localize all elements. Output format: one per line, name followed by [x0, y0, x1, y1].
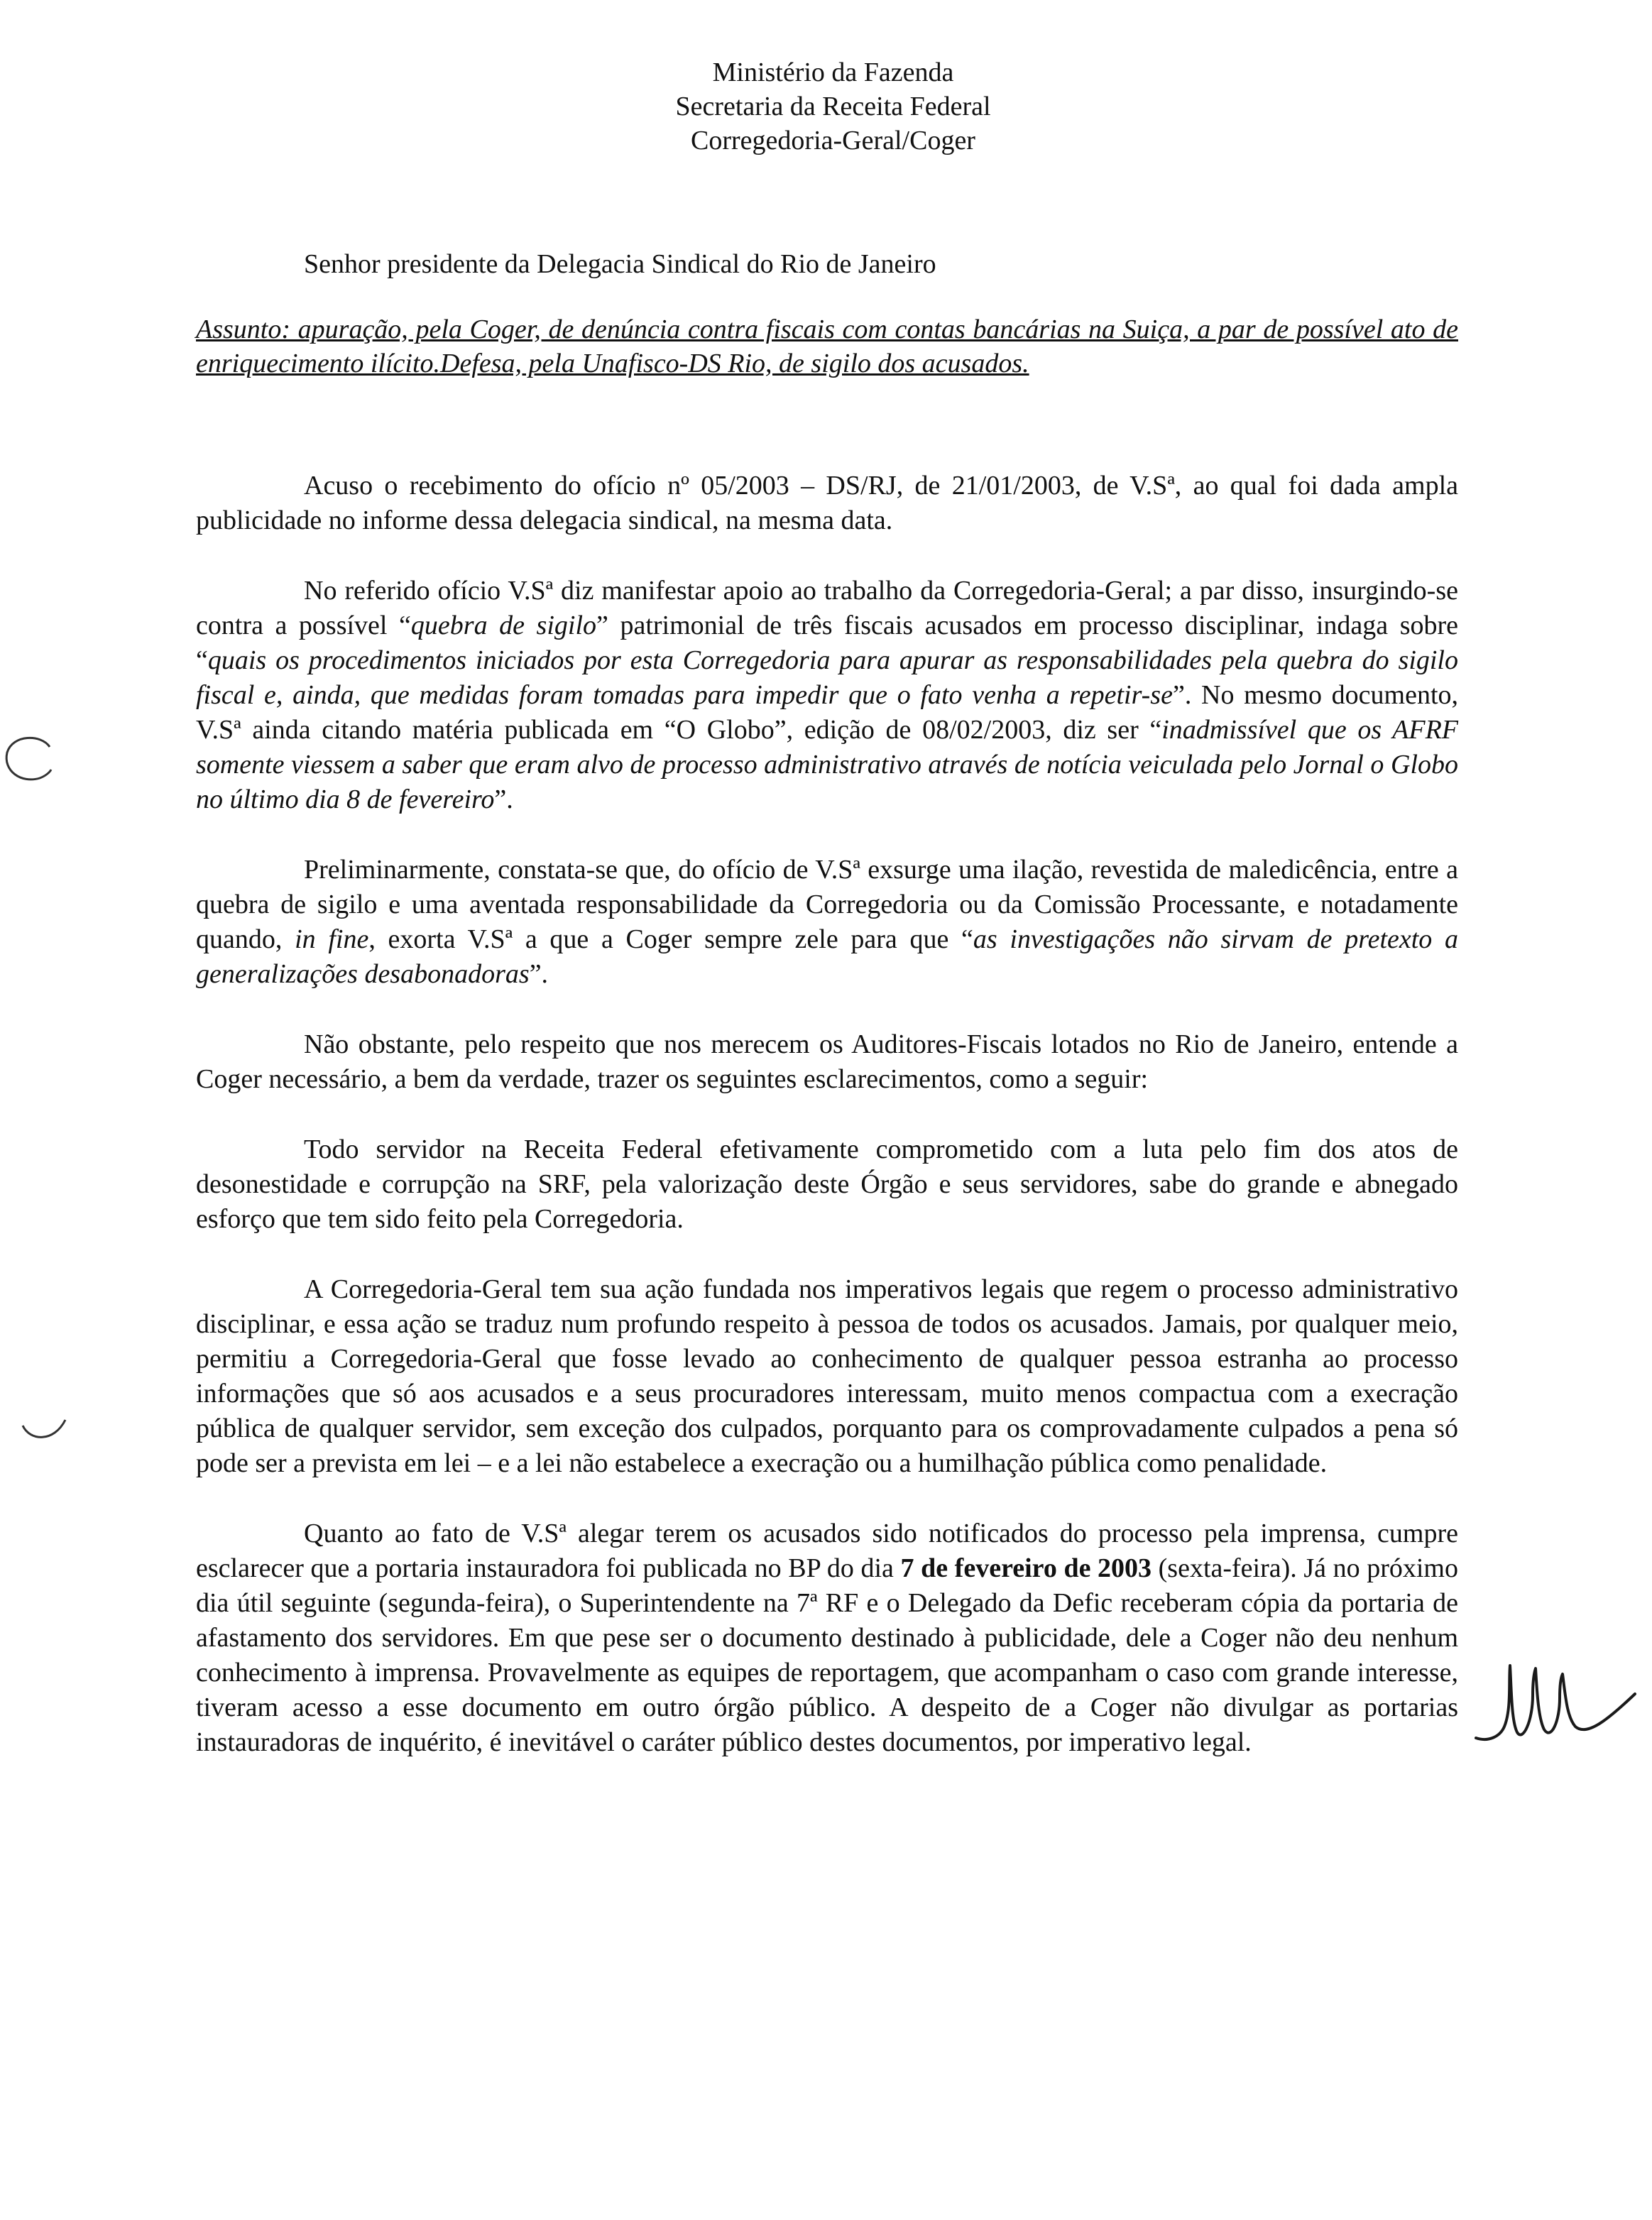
addressee-line: Senhor presidente da Delegacia Sindical do Rio de Janeiro	[304, 249, 936, 279]
subject-block	[196, 312, 1458, 381]
paragraph-3-text-c: , exorta V.Sª a que a Coger sempre zele para que “	[368, 924, 973, 954]
punch-hole-mark-icon	[0, 731, 57, 788]
paragraph-2-text-c: ” patrimonial de três fiscais acusados em processo disciplinar, indaga sobre “	[196, 611, 1459, 675]
paragraph-3-latin: in fine	[295, 924, 369, 954]
paragraph-5: Todo servidor na Receita Federal efetivamente comprometido com a luta pelo fim dos atos de desonestidade e corrupção na SRF, pela valorização deste Órgão e seus servidores, sabe do grande e abnegado esforço que tem sido feito pela Corregedoria.	[196, 1134, 1458, 1234]
paragraph-4: Não obstante, pelo respeito que nos merecem os Auditores-Fiscais lotados no Rio de Janeiro, entende a Coger necessário, a bem da verdade, trazer os seguintes esclarecimentos, como a seguir:	[196, 1029, 1458, 1094]
letterhead	[0, 55, 1652, 158]
paragraph-2-quote-1: quebra de sigilo	[410, 611, 597, 640]
subject-text: apuração, pela Coger, de denúncia contra fiscais com contas bancárias na Suiça, a par de possível ato de enriquecimento ilícito.Defesa, pela Unafisco-DS Rio, de sigilo dos acusados.	[196, 315, 1458, 378]
paragraph-7	[196, 1516, 1458, 1760]
paragraph-3-quote: as investigações não sirvam de pretexto a generalizações desabonadoras	[196, 924, 1458, 989]
paragraph-3-text-e: ”.	[529, 959, 549, 989]
ministry-name: Ministério da Fazenda	[712, 58, 954, 87]
paragraph-2-quote-2: quais os procedimentos iniciados por esta Corregedoria para apurar as responsabilidades pela quebra do sigilo fiscal e, ainda, que medidas foram tomadas para impedir que o fato venha a repetir-se	[196, 645, 1458, 710]
paragraph-3	[196, 853, 1458, 992]
paragraph-2-quote-3: inadmissível que os AFRF somente viessem a saber que eram alvo de processo administrativo através de notícia veiculada pelo Jornal o Globo no último dia 8 de fevereiro	[196, 715, 1459, 814]
secretariat-name: Secretaria da Receita Federal	[675, 92, 991, 121]
paragraph-1: Acuso o recebimento do ofício nº 05/2003 – DS/RJ, de 21/01/2003, de V.Sª, ao qual foi dada ampla publicidade no informe dessa delegacia sindical, na mesma data.	[196, 471, 1458, 535]
paragraph-7-text-c: (sexta-feira). Já no próximo dia útil seguinte (segunda-feira), o Superintendente na 7ª RF e o Delegado da Defic receberam cópia da portaria de afastamento dos servidores. Em que pese ser o documento destinado à publicidade, dele a Coger não deu nenhum conhecimento à imprensa. Provavelmente as equipes de reportagem, que acompanham o caso com grande interesse, tiveram acesso a esse documento em outro órgão público. A despeito de a Coger não divulgar as portarias instauradoras de inquérito, é inevitável o caráter público destes documentos, por imperativo legal.	[196, 1553, 1458, 1757]
paragraph-6: A Corregedoria-Geral tem sua ação fundada nos imperativos legais que regem o processo administrativo disciplinar, e essa ação se traduz num profundo respeito à pessoa de todos os acusados. Jamais, por qualquer meio, permitiu a Corregedoria-Geral que fosse levado ao conhecimento de qualquer pessoa estranha ao processo informações que só aos acusados e a seus procuradores interessam, muito menos compactua com a execração pública de qualquer servidor, sem exceção dos culpados, porquanto para os comprovadamente culpados a pena só pode ser a prevista em lei – e a lei não estabelece a execração ou a humilhação pública como penalidade.	[196, 1274, 1458, 1478]
paragraph-2-text-e: ”. No mesmo documento, V.Sª ainda citando matéria publicada em “O Globo”, edição de 08/02/2003, diz ser “	[196, 680, 1459, 745]
paragraph-2	[196, 574, 1458, 817]
paragraph-7-date: 7 de fevereiro de 2003	[900, 1553, 1152, 1583]
paragraph-2-text-g: ”.	[494, 784, 513, 814]
office-name: Corregedoria-Geral/Coger	[691, 126, 975, 155]
handwritten-initials-icon	[1467, 1653, 1645, 1759]
subject-label: Assunto:	[196, 315, 290, 344]
letter-body	[196, 469, 1458, 1795]
paragraph-2-text-a: No referido ofício V.Sª diz manifestar apoio ao trabalho da Corregedoria-Geral; a par disso, insurgindo-se contra a possível “	[196, 576, 1458, 640]
paragraph-3-text-a: Preliminarmente, constata-se que, do ofício de V.Sª exsurge uma ilação, revestida de maledicência, entre a quebra de sigilo e uma aventada responsabilidade da Corregedoria ou da Comissão Processante, e notadamente quando,	[196, 855, 1458, 954]
paragraph-7-text-a: Quanto ao fato de V.Sª alegar terem os acusados sido notificados do processo pela imprensa, cumpre esclarecer que a portaria instauradora foi publicada no BP do dia	[196, 1519, 1458, 1583]
punch-hole-mark-icon	[20, 1413, 70, 1448]
